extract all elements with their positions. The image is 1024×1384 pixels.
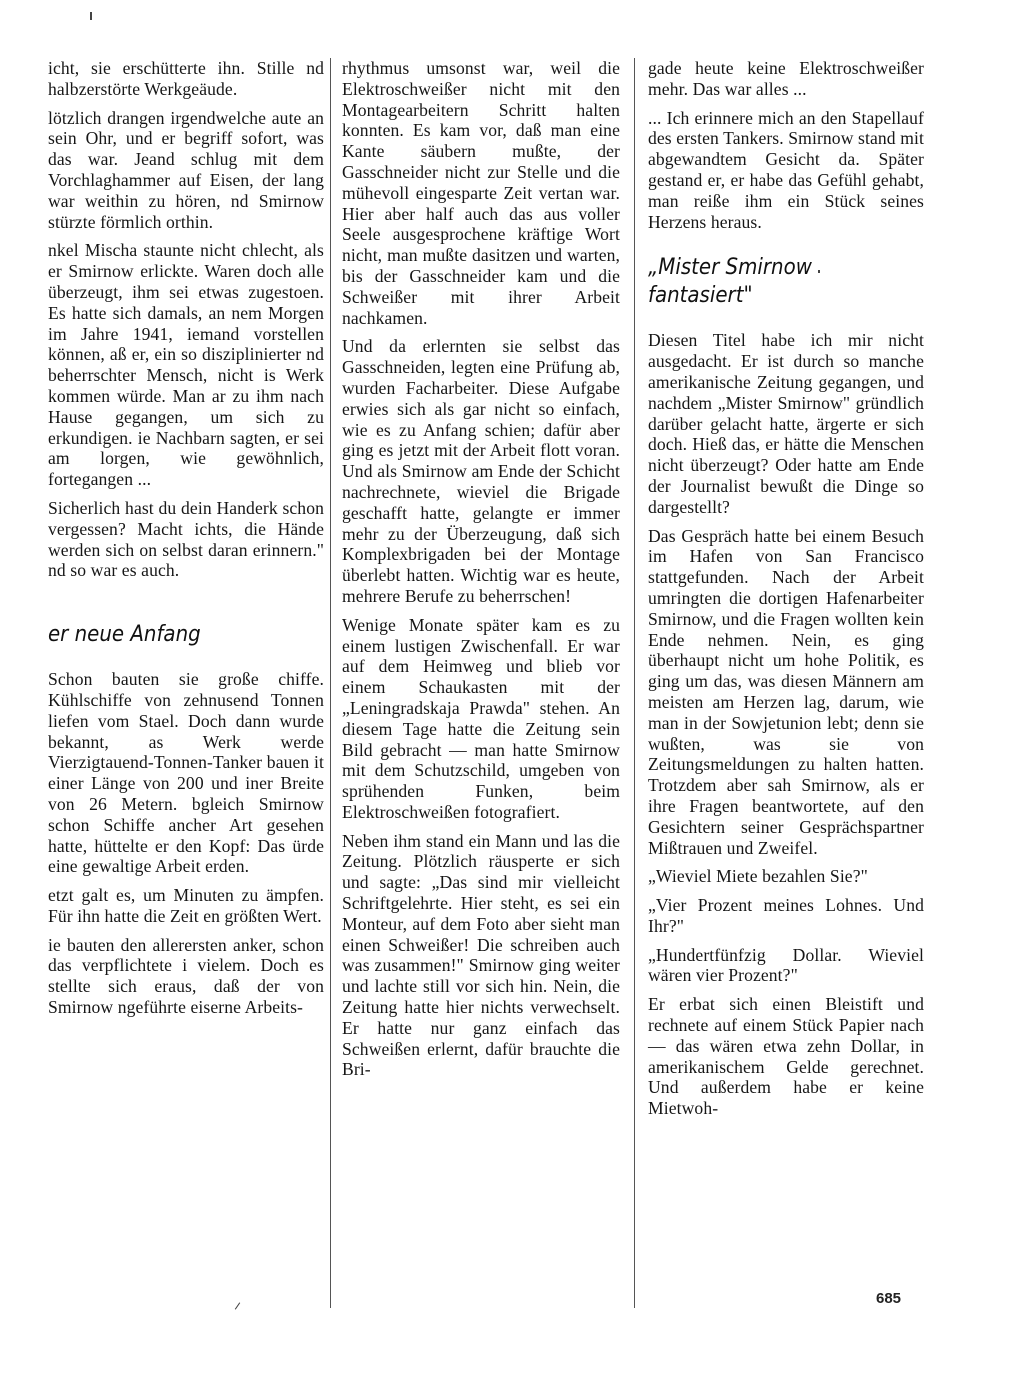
page-number: 685: [876, 1290, 902, 1307]
paragraph: rhythmus umsonst war, weil die Elektroschweißer nicht mit den Montagearbeitern Schritt halten konnten. Es kam vor, daß man eine Kante säubern mußte, der Gasschneider nicht zur Stelle und die mühevoll eingesparte Zeit vertan war. Hier aber half auch das aus voller Seele ausgesprochene kräftige Wort nicht, man mußte dasitzen und warten, bis der Gasschneider kam und die Schweißer mit ihrer Arbeit nachkamen.: [342, 58, 620, 328]
paragraph: icht, sie erschütterte ihn. Stille nd halbzerstörte Werkgeäude.: [48, 58, 324, 99]
paragraph: lötzlich drangen irgendwelche aute an sein Ohr, und er begriff sofort, was das war. Jeand schlug mit dem Vorchlaghammer auf Eisen, der lang war weithin zu hören, nd Smirnow stürzte förmlich orthin.: [48, 107, 324, 232]
print-speck: [90, 12, 92, 20]
column-divider: [330, 58, 331, 1308]
paragraph: Sicherlich hast du dein Handerk schon vergessen? Macht ichts, die Hände werden sich on selbst daran erinnern." nd so war es auch.: [48, 497, 324, 581]
paragraph: ie bauten den allerersten anker, schon das verpflichtete i vielem. Doch es stellte sich eraus, daß der von Smirnow ngeführte eiserne Arbeits-: [48, 934, 324, 1018]
paragraph: nkel Mischa staunte nicht chlecht, als er Smirnow erlickte. Waren doch alle überzeugt, ihm sei etwas zugestoen. Es hatte sich damals, an nem Morgen im Jahre 1941, iemand vorstellen können, aß er, ein so disziplinierter nd beherrschter Mensch, nicht is Werk kommen würde. Man ar zu ihm nach Hause gegangen, um sich zu erkundigen. ie Nachbarn sagten, er sei am lorgen, wie gewöhnlich, fortegangen ...: [48, 240, 324, 490]
column-1: [48, 58, 324, 1026]
paragraph: Diesen Titel habe ich mir nicht ausgedacht. Er ist durch so manche amerikanische Zeitung gegangen, und nachdem „Mister Smirnow" gründlich darüber gelacht hatte, ärgerte er sich doch. Hieß das, er hätte die Menschen nicht überzeugt? Oder hatte am Ende der Journalist bewußt die Dinge so dargestellt?: [648, 330, 924, 517]
paragraph: „Vier Prozent meines Lohnes. Und Ihr?": [648, 895, 924, 936]
paragraph: etzt galt es, um Minuten zu ämpfen. Für ihn hatte die Zeit en größten Wert.: [48, 885, 324, 926]
column-3: [648, 58, 924, 1127]
paragraph: Schon bauten sie große chiffe. Kühlschiffe von zehnusend Tonnen liefen vom Stael. Doch dann wurde bekannt, as Werk werde Vierzigtauend-Tonnen-Tanker bauen it einer Länge von 200 und iner Breite von 26 Metern. bgleich Smirnow schon Schiffe ancher Art gesehen hatte, hüttelte er den Kopf: Das ürde eine gewaltige Arbeit erden.: [48, 669, 324, 877]
print-speck: [235, 1302, 240, 1309]
paragraph: „Hundertfünfzig Dollar. Wieviel wären vier Prozent?": [648, 944, 924, 986]
paragraph: „Wieviel Miete bezahlen Sie?": [648, 866, 868, 887]
paragraph: gade heute keine Elektroschweißer mehr. Das war alles ...: [648, 58, 924, 99]
section-heading: er neue Anfang: [48, 622, 201, 648]
paragraph: Das Gespräch hatte bei einem Besuch im Hafen von San Francisco stattgefunden. Nach der Arbeit umringten die dortigen Hafenarbeiter Smirnow, und die Fragen wollten kein Ende nehmen. Nein, es ging überhaupt nicht um hohe Politik, es ging um das, was diesen Männern am meisten am Herzen lag, darum, wie man in der Sowjetunion lebt; denn sie wußten, was sie von Zeitungsmeldungen zu halten hatten. Trotzdem aber sah Smirnow, als er ihre Fragen beantwortete, auf den Gesichtern seiner Gesprächspartner Mißtrauen und Zweifel.: [648, 525, 924, 858]
paragraph: ... Ich erinnere mich an den Stapellauf des ersten Tankers. Smirnow stand mit abgewandtem Gesicht da. Später gestand er, er habe das Gefühl gehabt, man reiße ihm ein Stück seines Herzens heraus.: [648, 107, 924, 232]
column-divider: [634, 58, 635, 1308]
section-heading: „Mister Smirnow fantasiert": [648, 255, 812, 309]
paragraph: Er erbat sich einen Bleistift und rechnete auf einem Stück Papier nach — das wären etwa zehn Dollar, in amerikanischem Gelde gerechnet. Und außerdem habe er keine Mietwoh-: [648, 994, 924, 1119]
print-speck: [818, 270, 820, 273]
paragraph: Neben ihm stand ein Mann und las die Zeitung. Plötzlich räusperte er sich und sagte: „Das sind mir vielleicht Schriftgelehrte. Hier steht, es sei ein Monteur, auf dem Foto aber sieht man einen Schweißer! Die schreiben auch was zusammen!" Smirnow ging weiter und lachte still vor sich hin. Nein, die Zeitung hatte hier nichts verwechselt. Er hatte nur ganz einfach das Schweißen erlernt, dafür brauchte die Bri-: [342, 830, 620, 1080]
paragraph: Wenige Monate später kam es zu einem lustigen Zwischenfall. Er war auf dem Heimweg und blieb vor einem Schaukasten mit der „Leningradskaja Prawda" stehen. An diesem Tage hatte die Zeitung sein Bild gebracht — man hatte Smirnow mit dem Schutzschild, umgeben von sprühenden Funken, beim Elektroschweißen fotografiert.: [342, 614, 620, 822]
paragraph: Und da erlernten sie selbst das Gasschneiden, legten eine Prüfung ab, wurden Facharbeiter. Diese Aufgabe erwies sich als gar nicht so einfach, wie es zu Anfang schien; dafür aber ging es jetzt mit der Arbeit flott voran. Und als Smirnow am Ende der Schicht nachrechnete, wieviel die Brigade geschafft hatte, gelangte er immer mehr zu der Überzeugung, daß sich Komplexbrigaden bei der Montage überlebt hatten. Wichtig war es heute, mehrere Berufe zu beherrschen!: [342, 336, 620, 606]
column-2: [342, 58, 620, 1088]
